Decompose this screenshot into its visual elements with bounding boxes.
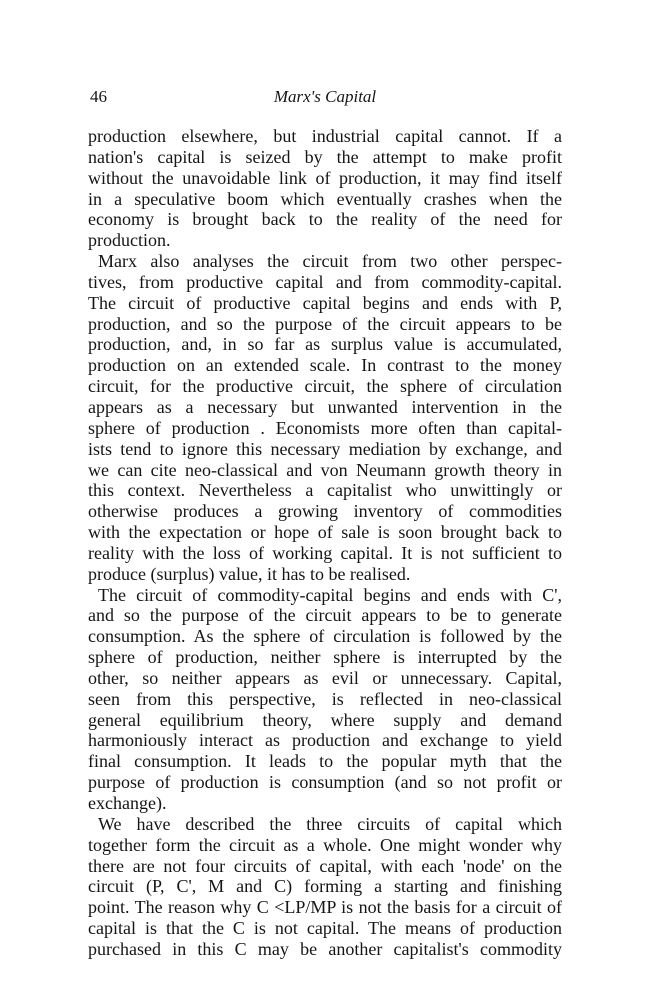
text-line: capital is that the C is not capital. The means of production <box>88 918 562 939</box>
text-line: in a speculative boom which eventually crashes when the <box>88 188 562 209</box>
text-line: Marx also analyses the circuit from two other perspec- <box>98 251 562 272</box>
text-line: final consumption. It leads to the popular myth that the <box>88 751 562 772</box>
text-line: The circuit of productive capital begins and ends with P, <box>88 292 562 313</box>
text-line: point. The reason why C <LP/MP is not the basis for a circuit of <box>88 897 562 918</box>
text-line: tives, from productive capital and from commodity-capital. <box>88 271 562 292</box>
text-line: this context. Nevertheless a capitalist who unwittingly or <box>88 480 562 501</box>
running-head <box>88 86 562 114</box>
text-line: production. <box>88 230 171 251</box>
text-line: production, and, in so far as surplus value is accumulated, <box>88 334 562 355</box>
text-line: exchange). <box>88 793 167 813</box>
text-line: nation's capital is seized by the attempt to make profit <box>88 146 562 167</box>
text-line: purchased in this C may be another capitalist's commodity <box>88 938 562 959</box>
text-line: production, and so the purpose of the circuit appears to be <box>88 313 562 334</box>
text-line: general equilibrium theory, where supply and demand <box>88 709 562 730</box>
text-line: sphere of production, neither sphere is interrupted by the <box>88 647 562 668</box>
text-line: purpose of production is consumption (and so not profit or <box>88 772 562 793</box>
text-line: together form the circuit as a whole. One might wonder why <box>88 834 562 855</box>
text-line: otherwise produces a growing inventory of commodities <box>88 501 562 522</box>
text-line: without the unavoidable link of production, it may find itself <box>88 167 562 188</box>
text-line: circuit (P, C', M and C) forming a starting and finishing <box>88 876 562 897</box>
text-line: appears as a necessary but unwanted intervention in the <box>88 396 562 417</box>
running-title: Marx's Capital <box>273 87 377 106</box>
text-line: reality with the loss of working capital. It is not sufficient to <box>88 542 562 563</box>
text-line: we can cite neo-classical and von Neumann growth theory in <box>88 459 562 480</box>
text-line: other, so neither appears as evil or unnecessary. Capital, <box>88 667 562 688</box>
body-text <box>88 126 562 960</box>
text-line: consumption. As the sphere of circulation is followed by the <box>88 626 562 647</box>
book-page <box>88 86 562 960</box>
page-number: 46 <box>90 87 107 106</box>
text-line: production elsewhere, but industrial capital cannot. If a <box>88 126 562 146</box>
text-line: production on an extended scale. In contrast to the money <box>88 355 562 376</box>
text-line: there are not four circuits of capital, with each 'node' on the <box>88 855 562 876</box>
text-line: seen from this perspective, is reflected in neo-classical <box>88 688 562 709</box>
text-line: We have described the three circuits of capital which <box>98 813 562 834</box>
text-line: with the expectation or hope of sale is soon brought back to <box>88 522 562 543</box>
text-line: and so the purpose of the circuit appears to be to generate <box>88 605 562 626</box>
text-line: circuit, for the productive circuit, the sphere of circulation <box>88 376 562 397</box>
text-line: sphere of production . Economists more often than capital- <box>88 417 562 438</box>
text-line: The circuit of commodity-capital begins and ends with C', <box>98 584 562 605</box>
text-line: ists tend to ignore this necessary mediation by exchange, and <box>88 438 562 459</box>
text-line: harmoniously interact as production and exchange to yield <box>88 730 562 751</box>
text-line: economy is brought back to the reality of the need for <box>88 209 562 230</box>
text-line: produce (surplus) value, it has to be realised. <box>88 563 411 584</box>
